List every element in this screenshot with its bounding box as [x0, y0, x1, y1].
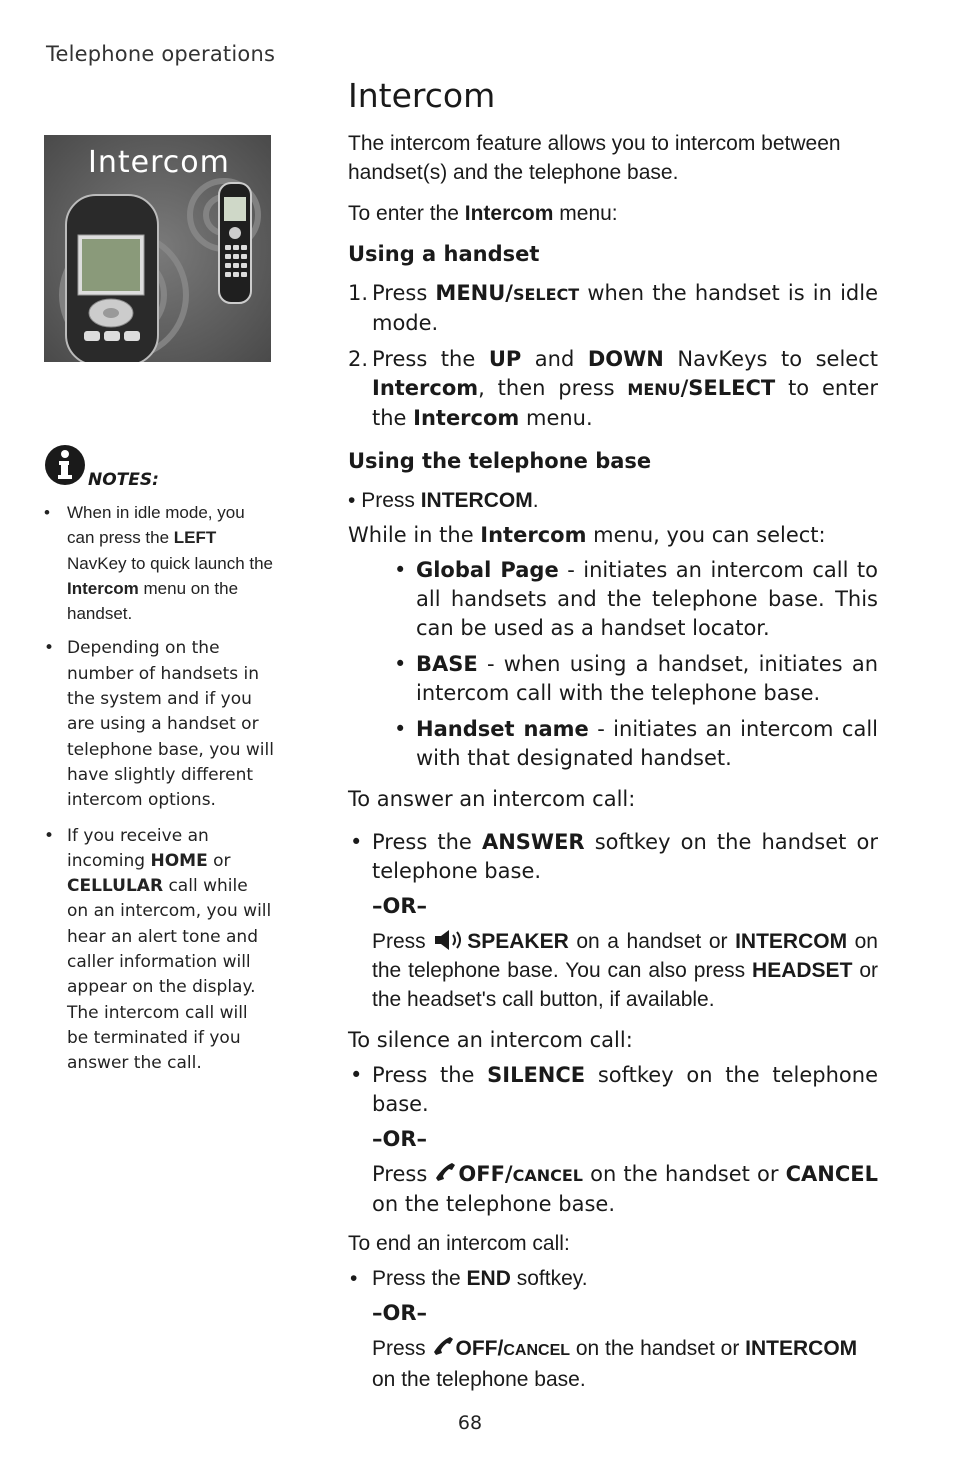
silence-list — [348, 1061, 878, 1119]
enter-menu-text: To enter the Intercom menu: — [348, 202, 618, 225]
intro-text: The intercom feature allows you to intercom between handset(s) and the telephone base. — [348, 132, 841, 184]
answer-heading: To answer an intercom call: — [348, 787, 636, 811]
option-handset-name: • Handset name - initiates an intercom call with that designated handset. — [392, 715, 878, 773]
answer-list — [348, 828, 878, 886]
or-separator: –OR– — [372, 1301, 428, 1325]
options-list — [392, 556, 878, 773]
main-content — [348, 76, 878, 1394]
or-separator: –OR– — [372, 894, 428, 918]
silence-heading: To silence an intercom call: — [348, 1028, 633, 1052]
handset-off-icon — [434, 1161, 458, 1185]
handset-step-1: 1. Press MENU/SELECT when the handset is in idle mode. — [348, 281, 878, 335]
note-item: • If you receive an incoming HOME or CELLULAR call while on an intercom, you will hear an alert tone and caller information will appear on the display. The intercom call will be terminated if you answer the call. — [44, 824, 274, 1077]
answer-step: • Press the ANSWER softkey on the handset or telephone base. — [348, 828, 878, 886]
answer-alt: Press SPEAKER on a handset or INTERCOM on the telephone base. You can also press HEADSET or the headset's call button, if available. — [372, 930, 878, 1011]
page-title: Intercom — [348, 76, 496, 115]
handset-heading: Using a handset — [348, 242, 540, 266]
while-in-text: While in the Intercom menu, you can select: — [348, 523, 826, 547]
silence-alt: Press OFF/CANCEL on the handset or CANCEL on the telephone base. — [372, 1162, 878, 1216]
base-heading: Using the telephone base — [348, 449, 652, 473]
end-alt: Press OFF/CANCEL on the handset or INTERCOM on the telephone base. — [372, 1337, 858, 1391]
option-base: • BASE - when using a handset, initiates an intercom call with the telephone base. — [392, 650, 878, 708]
info-icon — [44, 444, 86, 486]
speaker-icon — [433, 928, 467, 952]
note-item: • Depending on the number of handsets in the system and if you are using a handset or telephone base, you will have slightly different intercom options. — [44, 636, 274, 813]
notes-list — [44, 500, 274, 1087]
notes-label: NOTES: — [88, 470, 159, 490]
end-step: • Press the END softkey. — [348, 1264, 878, 1293]
end-list — [348, 1264, 878, 1293]
intercom-illustration — [44, 135, 271, 362]
hero-title: Intercom — [88, 145, 230, 180]
handset-steps — [348, 279, 878, 433]
option-global-page: • Global Page - initiates an intercom call to all handsets and the telephone base. This can be used as a handset locator. — [392, 556, 878, 643]
page-number: 68 — [457, 1412, 483, 1434]
handset-off-icon — [432, 1335, 456, 1359]
handset-step-2: 2. Press the UP and DOWN NavKeys to select Intercom, then press MENU/SELECT to enter the Intercom menu. — [348, 347, 878, 430]
note-item: • When in idle mode, you can press the LEFT NavKey to quick launch the Intercom menu on the handset. — [44, 500, 274, 626]
silence-step: • Press the SILENCE softkey on the telephone base. — [348, 1061, 878, 1119]
or-separator: –OR– — [372, 1127, 428, 1151]
end-heading: To end an intercom call: — [348, 1232, 570, 1255]
section-header: Telephone operations — [46, 42, 276, 66]
base-step: • Press INTERCOM. — [348, 489, 539, 512]
